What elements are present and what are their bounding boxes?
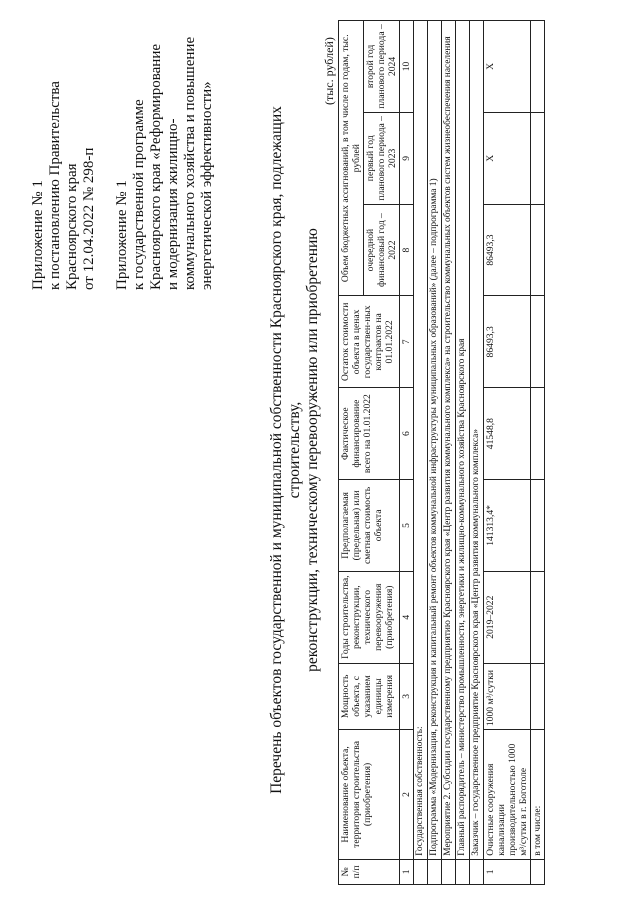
appendix-line: коммунального хозяйства и повышение (182, 36, 198, 290)
appendix-line: и модернизация жилищно- (165, 118, 181, 290)
appendix-line: Приложение № 1 (30, 180, 46, 290)
header-2024: второй год планового периода – 2024 (364, 21, 400, 113)
subtotal-label: в том числе: (531, 730, 545, 860)
appendix-line: Красноярского края (64, 163, 80, 290)
col-number: 4 (400, 571, 414, 663)
column-number-row (400, 21, 414, 885)
header-num: № п/п (339, 859, 400, 884)
header-cost: Предполагаемая (предельная) или сметная стоимость объекта (339, 480, 400, 572)
empty-cell (531, 112, 545, 204)
object-financed: 41548,8 (484, 388, 531, 480)
appendix-header (30, 20, 232, 290)
empty-cell (531, 480, 545, 572)
col-number: 3 (400, 663, 414, 730)
empty-cell (531, 204, 545, 296)
subtotal-row (531, 21, 545, 885)
appendix-line: энергетической эффективности» (199, 81, 215, 290)
section-row (470, 21, 484, 885)
title-line-2: реконструкции, техническому перевооружению или приобретению (304, 228, 321, 672)
header-financed: Фактическое финансирование всего на 01.01.2022 (339, 388, 400, 480)
appendix-line: от 12.04.2022 № 298-п (81, 147, 97, 290)
section-row (414, 21, 428, 885)
title-line-1: Перечень объектов государственной и муниципальной собственности Красноярского края, подлежащих строительству, (268, 106, 303, 794)
appendix-line: Приложение № 1 (114, 180, 130, 290)
section-num-cell (456, 859, 470, 884)
section-num-cell (470, 859, 484, 884)
objects-table (338, 20, 545, 885)
col-number: 9 (400, 112, 414, 204)
col-number: 6 (400, 388, 414, 480)
section-text: Мероприятие 2. Субсидии государственному предприятию Красноярского края «Центр развития коммунального комплекса» на строительство коммунальных объектов систем жизнеобеспечения населения (442, 21, 456, 860)
header-remaining: Остаток стоимости объекта в ценах государствен-ных контрактов на 01.01.2022 (339, 296, 400, 388)
subtotal-num-cell (531, 859, 545, 884)
section-num-cell (414, 859, 428, 884)
appendix-to-program (114, 20, 216, 290)
appendix-to-resolution (30, 20, 98, 290)
header-years: Годы строительства, реконструкции, технического перевооружения (приобретения) (339, 571, 400, 663)
header-budget-group: Объем бюджетных ассигнований, в том числе по годам, тыс. рублей (339, 21, 364, 296)
header-2022: очередной финансовый год – 2022 (364, 204, 400, 296)
appendix-line: Красноярского края «Реформирование (148, 43, 164, 290)
header-row (339, 21, 364, 885)
empty-cell (531, 388, 545, 480)
section-row (456, 21, 470, 885)
object-cost: 141313,4* (484, 480, 531, 572)
empty-cell (531, 663, 545, 730)
document-title (268, 85, 322, 815)
section-text: Подпрограмма «Модернизация, реконструкция и капитальный ремонт объектов коммунальной инфраструктуры муниципальных образований» (далее – подпрограмма 1) (428, 21, 442, 860)
object-capacity: 1000 м³/сутки (484, 663, 531, 730)
object-num: 1 (484, 859, 531, 884)
appendix-line: к государственной программе (131, 99, 147, 290)
col-number: 2 (400, 730, 414, 860)
col-number: 8 (400, 204, 414, 296)
section-text: Государственная собственность: (414, 21, 428, 860)
col-number: 5 (400, 480, 414, 572)
object-row (484, 21, 531, 885)
object-2024: Х (484, 21, 531, 113)
object-2022: 86493,3 (484, 204, 531, 296)
object-remaining: 86493,3 (484, 296, 531, 388)
header-name: Наименование объекта, территория строительства (приобретения) (339, 730, 400, 860)
section-num-cell (442, 859, 456, 884)
section-text: Главный распорядитель – министерство промышленности, энергетики и жилищно-коммунального хозяйства Красноярского края (456, 21, 470, 860)
section-text: Заказчик – государственное предприятие Красноярского края «Центр развития коммунального комплекса» (470, 21, 484, 860)
object-name: Очистные сооружения канализации производительностью 1000 м³/сутки в г. Боготоле (484, 730, 531, 860)
empty-cell (531, 571, 545, 663)
appendix-line: к постановлению Правительства (47, 81, 63, 290)
unit-label: (тыс. рублей) (322, 37, 336, 105)
col-number: 1 (400, 859, 414, 884)
object-years: 2019–2022 (484, 571, 531, 663)
object-2023: Х (484, 112, 531, 204)
header-2023: первый год планового периода – 2023 (364, 112, 400, 204)
empty-cell (531, 296, 545, 388)
section-num-cell (428, 859, 442, 884)
header-capacity: Мощность объекта, с указанием единицы измерения (339, 663, 400, 730)
empty-cell (531, 21, 545, 113)
col-number: 10 (400, 21, 414, 113)
section-row (442, 21, 456, 885)
col-number: 7 (400, 296, 414, 388)
section-row (428, 21, 442, 885)
